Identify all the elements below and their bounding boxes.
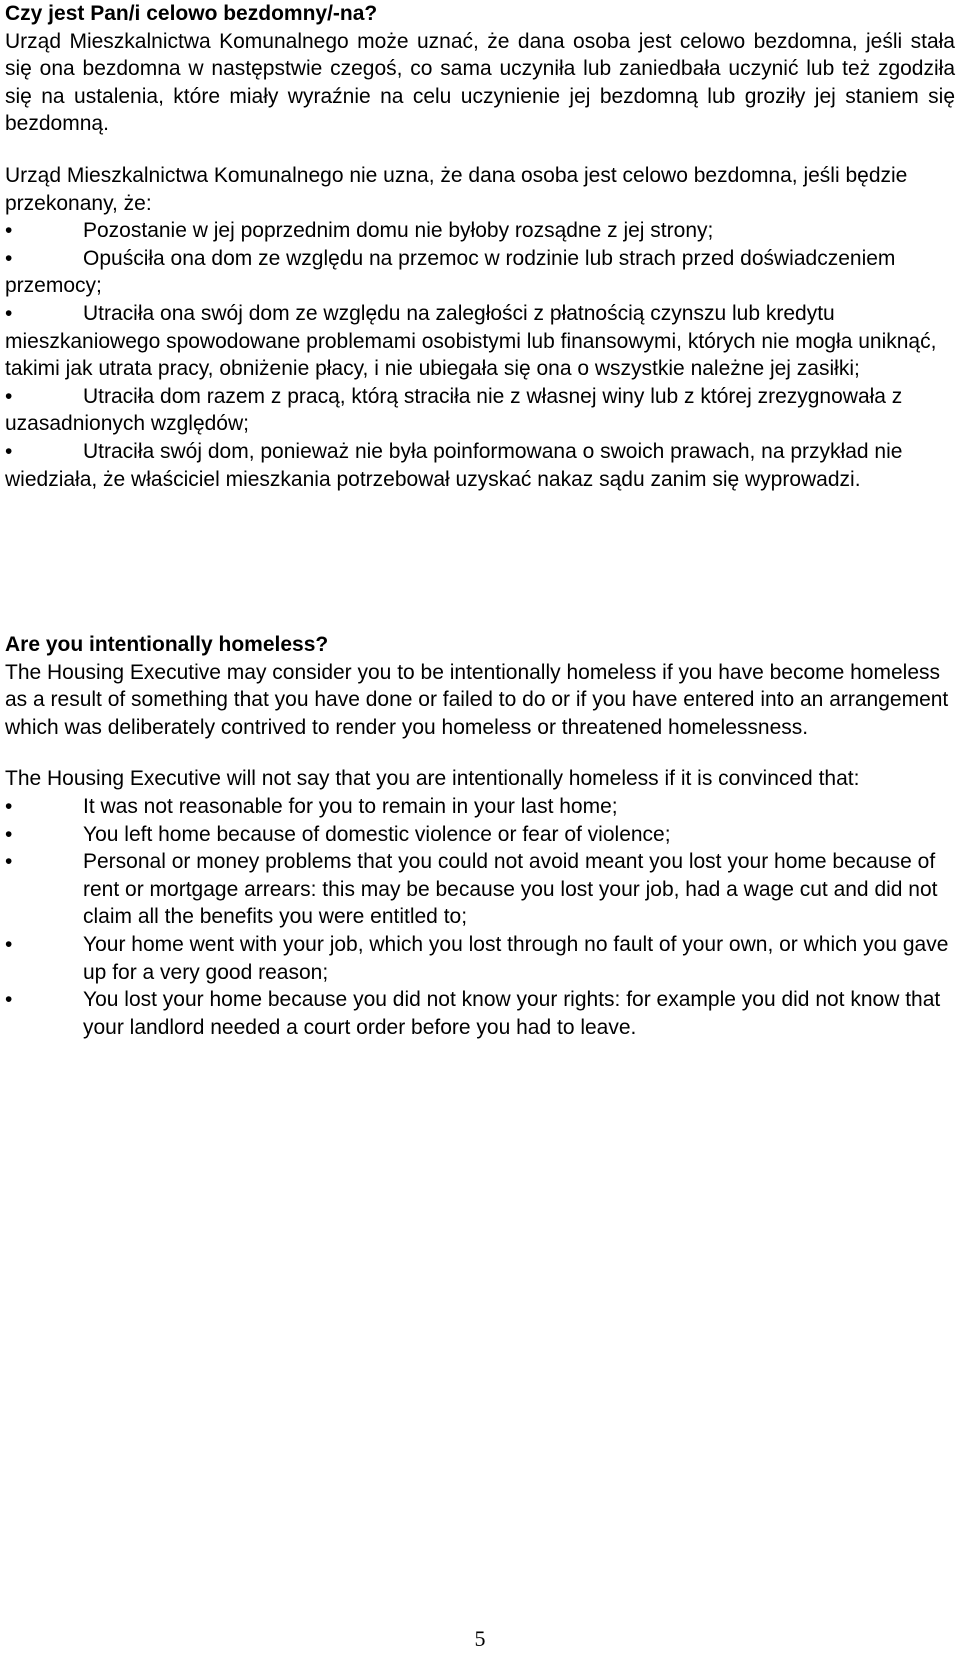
polish-conditions-intro: Urząd Mieszkalnictwa Komunalnego nie uzna, że dana osoba jest celowo bezdomna, jeśli będzie przekonany, że:: [5, 163, 908, 215]
bullet-icon: •: [5, 439, 13, 463]
list-item: [5, 931, 955, 986]
polish-section: [5, 0, 955, 493]
list-item: [5, 986, 955, 1041]
list-item-text: You lost your home because you did not know your rights: for example you did not know that your landlord needed a court order before you had to leave.: [83, 988, 941, 1039]
bullet-icon: •: [5, 246, 13, 270]
english-intro-paragraph: The Housing Executive may consider you to be intentionally homeless if you have become homeless as a result of something that you have done or failed to do or if you have entered into an arrangement which was deliberately contrived to render you homeless or threatened homelessness.: [5, 660, 949, 739]
bullet-icon: •: [5, 932, 13, 956]
bullet-icon: •: [5, 794, 13, 818]
list-item: [5, 821, 955, 849]
bullet-icon: •: [5, 850, 13, 874]
bullet-icon: •: [5, 219, 13, 243]
list-item-text: Your home went with your job, which you lost through no fault of your own, or which you gave up for a very good reason;: [83, 932, 949, 984]
list-item-text: You left home because of domestic violence or fear of violence;: [83, 822, 671, 846]
page-number: 5: [474, 1626, 486, 1651]
polish-intro-paragraph: Urząd Mieszkalnictwa Komunalnego może uznać, że dana osoba jest celowo bezdomna, jeśli stała się ona bezdomna w następstwie czegoś, co sama uczyniła lub zaniedbała uczynić lub też zgodziła się na ustalenia, które miały wyraźnie na celu uczynienie jej bezdomną lub groziły jej staniem się bezdomną.: [5, 29, 955, 136]
list-item: [5, 848, 955, 931]
english-conditions-intro: The Housing Executive will not say that you are intentionally homeless if it is convinced that:: [5, 767, 860, 791]
list-item-text: Personal or money problems that you could not avoid meant you lost your home because of rent or mortgage arrears: this may be because you lost your job, had a wage cut and did not claim all the benefits you were entitled to;: [83, 850, 938, 929]
list-item: [5, 300, 955, 383]
bullet-icon: •: [5, 301, 13, 325]
list-item-text: Utraciła swój dom, ponieważ nie była poinformowana o swoich prawach, na przykład nie wiedziała, że właściciel mieszkania potrzebował uzyskać nakaz sądu zanim się wyprowadzi.: [5, 439, 903, 491]
bullet-icon: •: [5, 822, 13, 846]
english-conditions-list: [5, 793, 955, 1041]
bullet-icon: •: [5, 988, 13, 1012]
list-item: [5, 245, 955, 300]
list-item: [5, 438, 955, 493]
english-heading: Are you intentionally homeless?: [5, 633, 329, 656]
list-item: [5, 217, 955, 245]
english-section: [5, 631, 955, 1041]
list-item-text: Utraciła ona swój dom ze względu na zaległości z płatnością czynszu lub kredytu mieszkaniowego spowodowane problemami osobistymi lub finansowymi, których nie mogła uniknąć, takimi jak utrata pracy, obniżenie płacy, i nie ubiegała się ona o wszystkie należne jej zasiłki;: [5, 301, 937, 381]
polish-conditions-list: [5, 217, 955, 493]
bullet-icon: •: [5, 384, 13, 408]
list-item: [5, 793, 955, 821]
list-item: [5, 383, 955, 438]
polish-heading: Czy jest Pan/i celowo bezdomny/-na?: [5, 2, 378, 25]
list-item-text: It was not reasonable for you to remain in your last home;: [83, 794, 618, 818]
list-item-text: Opuściła ona dom ze względu na przemoc w rodzinie lub strach przed doświadczeniem przemocy;: [5, 246, 896, 298]
list-item-text: Utraciła dom razem z pracą, którą straciła nie z własnej winy lub z której zrezygnowała z uzasadnionych względów;: [5, 384, 903, 436]
list-item-text: Pozostanie w jej poprzednim domu nie byłoby rozsądne z jej strony;: [83, 219, 714, 243]
